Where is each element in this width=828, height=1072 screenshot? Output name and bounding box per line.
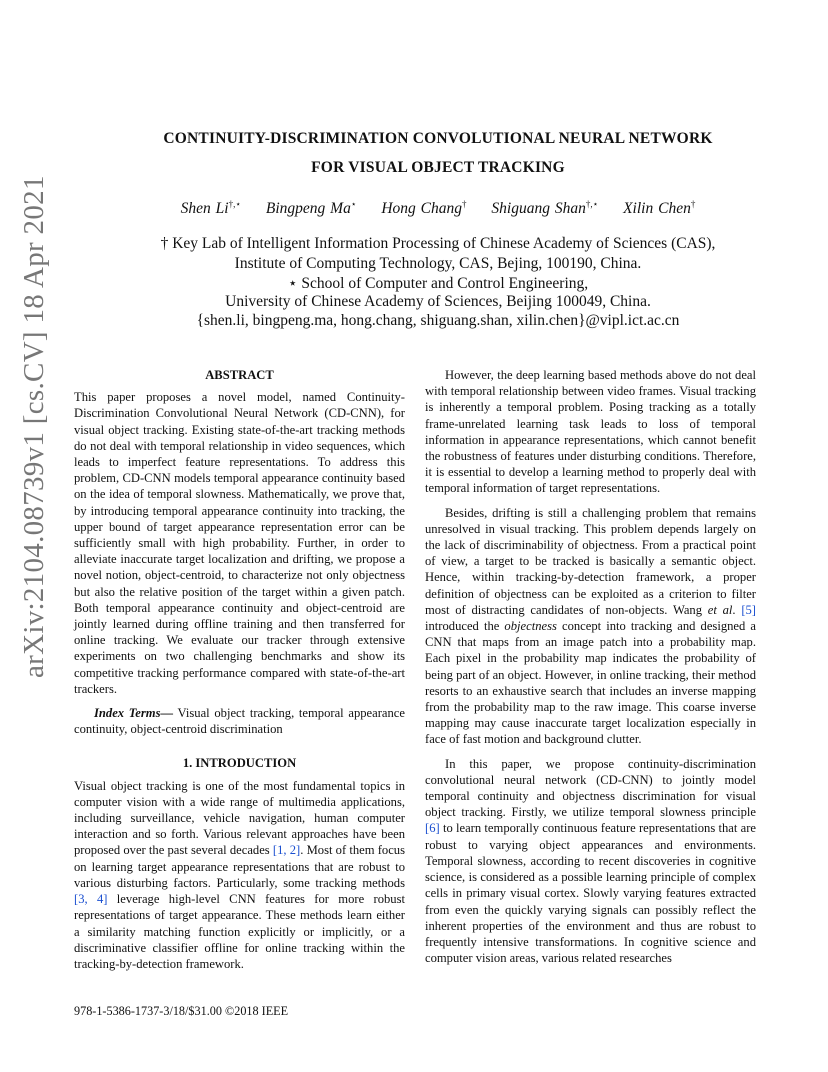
intro-paragraph: Visual object tracking is one of the most fundamental topics in computer vision with a wide range of multimedia applications, including surveillance, vehicle navigation, human computer interaction and so forth. Various relevant approaches have been proposed over the past several decades [1, 2]. Most of them focus on learning target appearance representations that are robust to various disturbing factors. Particularly, some tracking methods [3, 4] leverage high-level CNN features for more robust representations of target appearance. These methods learn either a similarity matching function explicitly or implicitly, or a discriminative classifier offline for online tracking within the tracking-by-detection framework.	[74, 778, 406, 971]
citation-link[interactable]: [5]	[741, 602, 756, 617]
abstract-text: This paper proposes a novel model, named Continuity-Discrimination Convolutional Neural Network (CD-CNN), for visual object tracking. Existing state-of-the-art tracking methods do not deal with temporal relationship in video sequences, which leads to imperfect feature representations. To address this problem, CD-CNN models temporal appearance continuity based on the idea of temporal slowness. Mathematically, we prove that, by introducing temporal appearance continuity into tracking, the upper bound of target appearance representation error can be sufficiently small with high probability. Further, in order to alleviate inaccurate target localization and drifting, we propose a novel notion, object-centroid, to characterize not only objectness but also the relative position of the target within a given patch. Both temporal appearance continuity and object-centroid are jointly learned during offline training and then transferred for online tracking. We evaluate our tracker through extensive experiments on two challenging benchmarks and show its competitive tracking performance compared with state-of-the-art trackers.	[74, 390, 405, 696]
body-paragraph: Besides, drifting is still a challenging problem that remains unresolved in visual tracking. This problem depends largely on the lack of discriminability of objectness. From a practical point of view, a target to be tracked is basically a semantic object. Hence, within tracking-by-detection framework, a proper definition of objectness can be exploited as a criterion to filter most of distracting candidates of non-objects. Wang et al. [5] introduced the objectness concept into tracking and designed a CNN that maps from an image patch into a probability map. Each pixel in the probability map indicates the probability of being part of an object. However, in online tracking, their method resorts to an exhaustive search that includes an inverse mapping from the probability map to the raw image. This coarse inverse mapping may cause inaccurate target localization especially in face of fast motion and background clutter.	[425, 505, 756, 747]
citation-link[interactable]: [1, 2]	[272, 843, 301, 858]
introduction-heading: 1. INTRODUCTION	[182, 756, 297, 771]
copyright-footer: 978-1-5386-1737-3/18/$31.00 ©2018 IEEE	[74, 1004, 289, 1018]
citation-link[interactable]: [6]	[425, 821, 440, 836]
affiliation-line: ⋆ School of Computer and Control Engineering,	[287, 275, 589, 292]
paper-title-line-2: FOR VISUAL OBJECT TRACKING	[311, 159, 565, 176]
paper-title-line-1: CONTINUITY-DISCRIMINATION CONVOLUTIONAL NEURAL NETWORK	[163, 130, 713, 147]
author: Shen Li†,⋆	[180, 199, 241, 218]
body-paragraph: However, the deep learning based methods above do not deal with temporal relationship between video frames. Visual tracking is inherently a temporal problem. Posing tracking as a totally frame-unrelated learning task leads to loss of temporal information in appearance representations, which cannot benefit the robustness of features under disturbing conditions. Therefore, it is essential to develop a learning method to properly deal with temporal information of target representations.	[425, 368, 756, 496]
author: Shiguang Shan†,⋆	[491, 199, 599, 218]
author-list	[60, 199, 816, 218]
body-paragraph: In this paper, we propose continuity-discrimination convolutional neural network (CD-CNN) to jointly model temporal continuity and objectness discrimination for visual object tracking. Firstly, we utilize temporal slowness principle [6] to learn temporally continuous feature representations that are robust to varying object appearances and environments. Temporal slowness, according to recent discoveries in cognitive science, is considered as a possible learning principle of complex cells in primary visual cortex. Slowly varying features extracted from even the quickly varying signals can possibly reflect the inherent properties of the environment and thus are robust to frequently intensive transformations. In cognitive science and computer vision areas, various related researches	[425, 756, 756, 966]
affiliation-line: † Key Lab of Intelligent Information Processing of Chinese Academy of Sciences (CAS),	[160, 235, 716, 252]
index-terms: Index Terms— Visual object tracking, temporal appearance continuity, object-centroid discrimination	[74, 706, 405, 737]
arxiv-stamp: arXiv:2104.08739v1 [cs.CV] 18 Apr 2021	[18, 175, 50, 678]
left-column	[74, 367, 405, 972]
author-emails: {shen.li, bingpeng.ma, hong.chang, shiguang.shan, xilin.chen}@vipl.ict.ac.cn	[196, 312, 680, 329]
author: Bingpeng Ma⋆	[265, 199, 357, 218]
citation-link[interactable]: [3, 4]	[74, 892, 108, 907]
author: Hong Chang†	[381, 199, 467, 218]
right-column	[425, 367, 756, 966]
affiliation-line: Institute of Computing Technology, CAS, Bejing, 100190, China.	[234, 255, 642, 272]
abstract-heading: ABSTRACT	[205, 368, 274, 382]
author: Xilin Chen†	[623, 199, 696, 218]
affiliation-line: University of Chinese Academy of Sciences, Beijing 100049, China.	[225, 293, 651, 310]
